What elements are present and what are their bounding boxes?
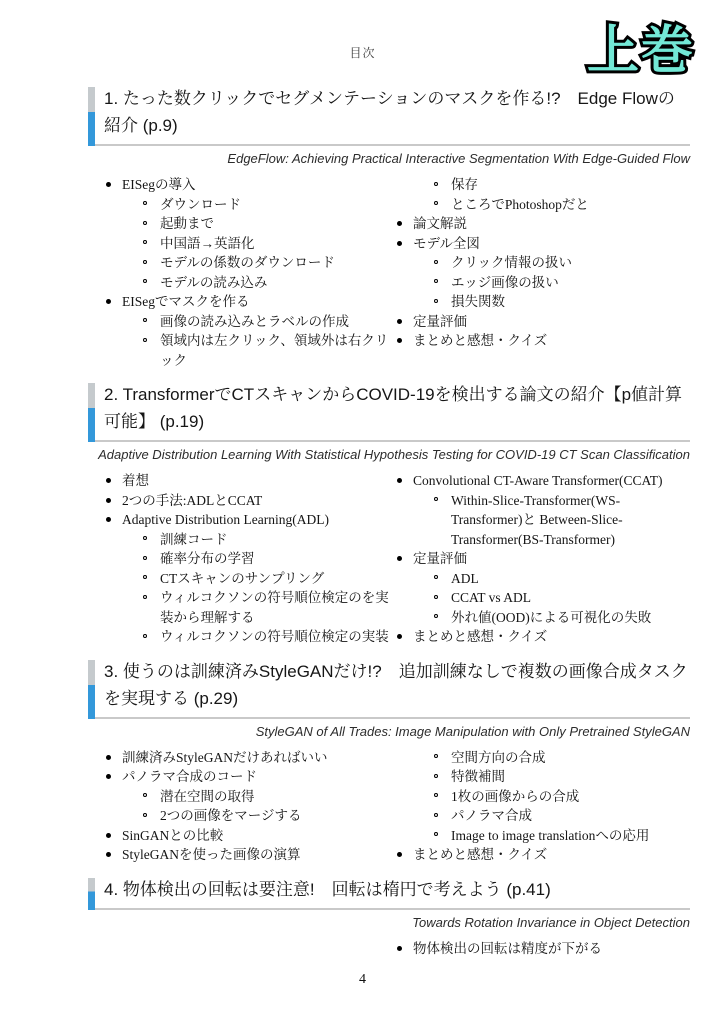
toc-section-4	[88, 875, 690, 959]
circle-bullet-icon	[143, 338, 147, 342]
toc-item-text: 論文解説	[413, 216, 467, 231]
toc-item-text: Adaptive Distribution Learning(ADL)	[122, 512, 329, 527]
toc-column-left	[104, 175, 391, 370]
paper-title: Towards Rotation Invariance in Object Detection	[412, 914, 690, 930]
toc-content	[88, 84, 690, 968]
circle-bullet-icon	[143, 793, 147, 797]
toc-item-text: パノラマ合成	[451, 808, 532, 823]
toc-list-item	[433, 195, 682, 215]
toc-item-text: 定量評価	[413, 551, 467, 566]
toc-item-text: 2つの手法:ADLとCCAT	[122, 492, 263, 508]
toc-list-item	[395, 939, 682, 959]
toc-item-text: パノラマ合成のコード	[122, 769, 257, 784]
toc-item-text: 外れ値(OOD)による可視化の失敗	[451, 609, 652, 625]
toc-item-text: モデルの読み込み	[160, 274, 268, 290]
bullet-icon	[397, 946, 402, 951]
toc-list-item	[104, 175, 391, 195]
circle-bullet-icon	[434, 774, 438, 778]
toc-column-right	[395, 748, 682, 865]
toc-section-1	[88, 84, 690, 370]
section-heading	[88, 84, 690, 146]
circle-bullet-icon	[434, 279, 438, 283]
toc-item-text: 中国語→英語化	[160, 235, 255, 251]
circle-bullet-icon	[143, 201, 147, 205]
heading-accent-bar-icon	[88, 878, 95, 910]
toc-item-text: EISegの導入	[122, 177, 196, 192]
toc-list-item	[142, 549, 391, 569]
bullet-icon	[397, 478, 402, 483]
circle-bullet-icon	[143, 536, 147, 540]
toc-columns	[88, 175, 690, 370]
toc-column-left	[104, 471, 391, 647]
toc-column-right	[395, 175, 682, 370]
toc-item-text: 定量評価	[413, 313, 467, 329]
toc-list-item	[142, 234, 391, 254]
section-heading	[88, 657, 690, 719]
bullet-icon	[397, 221, 402, 226]
toc-item-text: ダウンロード	[160, 196, 241, 212]
toc-list-item	[433, 826, 682, 846]
toc-list-item	[104, 845, 391, 865]
circle-bullet-icon	[434, 575, 438, 579]
toc-item-text: Image to image translationへの応用	[451, 827, 650, 843]
toc-column-left	[104, 939, 391, 959]
bullet-icon	[106, 833, 111, 838]
circle-bullet-icon	[143, 813, 147, 817]
bullet-icon	[106, 182, 111, 187]
circle-bullet-icon	[434, 497, 438, 501]
section-title: 2. TransformerでCTスキャンからCOVID-19を検出する論文の紹介【p値計算可能】 (p.19)	[104, 385, 683, 431]
toc-item-text: 画像の読み込みとラベルの作成	[160, 313, 349, 329]
volume-stamp	[561, 6, 721, 90]
toc-item-text: モデル全図	[413, 235, 480, 251]
bullet-icon	[397, 556, 402, 561]
toc-item-text: Within-Slice-Transformer(WS-Transformer)と Between-Slice-Transformer(BS-Transformer)	[451, 492, 623, 547]
toc-list-item	[395, 845, 682, 865]
page-header-title: 目次	[349, 46, 376, 60]
toc-list-item	[104, 491, 391, 511]
toc-list-item	[433, 273, 682, 293]
toc-column-left	[104, 748, 391, 865]
toc-column-right	[395, 471, 682, 647]
page-number: 4	[359, 972, 366, 987]
toc-list-item	[395, 214, 682, 234]
toc-list-item	[395, 234, 682, 254]
toc-list-item	[433, 787, 682, 807]
toc-item-text: まとめと感想・クイズ	[413, 629, 548, 644]
bullet-icon	[397, 634, 402, 639]
toc-item-text: 領域内は左クリック、領域外は右クリック	[160, 333, 389, 368]
circle-bullet-icon	[434, 832, 438, 836]
toc-item-text: エッジ画像の扱い	[451, 274, 559, 290]
heading-accent-bar-icon	[88, 87, 95, 146]
toc-item-text: 2つの画像をマージする	[160, 808, 302, 823]
toc-list-item	[433, 806, 682, 826]
circle-bullet-icon	[434, 754, 438, 758]
bullet-icon	[397, 319, 402, 324]
bullet-icon	[397, 852, 402, 857]
bullet-icon	[106, 498, 111, 503]
heading-accent-bar-icon	[88, 383, 95, 442]
toc-item-text: 物体検出の回転は精度が下がる	[413, 940, 602, 956]
toc-list-item	[142, 787, 391, 807]
toc-columns	[88, 748, 690, 865]
toc-list-item	[142, 273, 391, 293]
bullet-icon	[106, 299, 111, 304]
bullet-icon	[397, 338, 402, 343]
toc-list-item	[104, 510, 391, 530]
circle-bullet-icon	[143, 260, 147, 264]
section-heading	[88, 875, 690, 910]
section-heading	[88, 380, 690, 442]
toc-list-item	[104, 292, 391, 312]
toc-item-text: ウィルコクソンの符号順位検定の実装	[160, 629, 389, 644]
section-title: 4. 物体検出の回転は要注意! 回転は楕円で考えよう (p.41)	[104, 879, 551, 899]
bullet-icon	[106, 755, 111, 760]
toc-list-item	[395, 549, 682, 569]
circle-bullet-icon	[434, 182, 438, 186]
circle-bullet-icon	[434, 299, 438, 303]
toc-list-item	[433, 292, 682, 312]
toc-list-item	[395, 331, 682, 351]
bullet-icon	[106, 517, 111, 522]
section-title: 1. たった数クリックでセグメンテーションのマスクを作る!? Edge Flowの紹介 (p.9)	[104, 89, 675, 135]
bullet-icon	[397, 241, 402, 246]
volume-stamp-text: 上巻	[586, 21, 696, 81]
toc-item-text: ADL	[451, 570, 479, 586]
toc-item-text: 特徴補間	[451, 769, 505, 784]
toc-list-item	[104, 471, 391, 491]
toc-item-text: StyleGANを使った画像の演算	[122, 847, 301, 862]
toc-item-text: EISegでマスクを作る	[122, 294, 250, 309]
toc-item-text: CCAT vs ADL	[451, 590, 532, 605]
toc-item-text: 保存	[451, 177, 478, 192]
circle-bullet-icon	[143, 279, 147, 283]
toc-list-item	[142, 331, 391, 370]
toc-list-item	[433, 569, 682, 589]
toc-list-item	[395, 312, 682, 332]
toc-list-item	[142, 588, 391, 627]
bullet-icon	[106, 774, 111, 779]
circle-bullet-icon	[434, 614, 438, 618]
toc-item-text: ところでPhotoshopだと	[451, 196, 589, 212]
circle-bullet-icon	[143, 634, 147, 638]
heading-accent-bar-icon	[88, 660, 95, 719]
toc-item-text: 訓練コード	[160, 531, 228, 547]
paper-title: EdgeFlow: Achieving Practical Interactive Segmentation With Edge-Guided Flow	[227, 151, 690, 166]
circle-bullet-icon	[434, 793, 438, 797]
toc-item-text: 訓練済みStyleGANだけあればいい	[122, 749, 328, 765]
toc-list-item	[142, 569, 391, 589]
toc-item-text: 起動まで	[160, 216, 214, 231]
toc-list-item	[142, 253, 391, 273]
toc-item-text: 1枚の画像からの合成	[451, 788, 580, 804]
toc-list-item	[433, 588, 682, 608]
toc-list-item	[395, 627, 682, 647]
toc-list-item	[142, 312, 391, 332]
toc-item-text: 着想	[122, 473, 149, 488]
toc-columns	[88, 471, 690, 647]
toc-list-item	[433, 767, 682, 787]
toc-item-text: まとめと感想・クイズ	[413, 333, 548, 348]
toc-item-text: SinGANとの比較	[122, 827, 224, 843]
toc-columns	[88, 939, 690, 959]
toc-list-item	[433, 491, 682, 550]
section-title: 3. 使うのは訓練済みStyleGANだけ!? 追加訓練なしで複数の画像合成タスクを実現する (p.29)	[104, 661, 688, 708]
toc-item-text: CTスキャンのサンプリング	[160, 570, 325, 586]
bullet-icon	[106, 852, 111, 857]
toc-item-text: 損失関数	[451, 294, 505, 309]
toc-item-text: 空間方向の合成	[451, 749, 546, 765]
toc-list-item	[433, 748, 682, 768]
toc-list-item	[104, 826, 391, 846]
circle-bullet-icon	[143, 575, 147, 579]
circle-bullet-icon	[434, 595, 438, 599]
toc-list-item	[433, 175, 682, 195]
circle-bullet-icon	[143, 595, 147, 599]
toc-item-text: ウィルコクソンの符号順位検定のを実装から理解する	[160, 590, 389, 625]
circle-bullet-icon	[143, 556, 147, 560]
toc-item-text: まとめと感想・クイズ	[413, 847, 548, 862]
toc-item-text: 確率分布の学習	[160, 551, 255, 566]
circle-bullet-icon	[434, 260, 438, 264]
toc-list-item	[433, 608, 682, 628]
circle-bullet-icon	[143, 221, 147, 225]
toc-list-item	[395, 471, 682, 491]
toc-list-item	[142, 806, 391, 826]
toc-list-item	[104, 767, 391, 787]
toc-item-text: Convolutional CT-Aware Transformer(CCAT)	[413, 473, 663, 488]
toc-list-item	[142, 627, 391, 647]
toc-section-3	[88, 657, 690, 865]
toc-item-text: モデルの係数のダウンロード	[160, 255, 335, 270]
paper-title: StyleGAN of All Trades: Image Manipulation with Only Pretrained StyleGAN	[255, 723, 690, 739]
bullet-icon	[106, 478, 111, 483]
toc-section-2	[88, 380, 690, 647]
circle-bullet-icon	[434, 201, 438, 205]
toc-list-item	[142, 214, 391, 234]
circle-bullet-icon	[143, 240, 147, 244]
toc-list-item	[104, 748, 391, 768]
toc-item-text: 潜在空間の取得	[160, 788, 255, 804]
toc-column-right	[395, 939, 682, 959]
toc-list-item	[433, 253, 682, 273]
circle-bullet-icon	[434, 813, 438, 817]
circle-bullet-icon	[143, 318, 147, 322]
paper-title: Adaptive Distribution Learning With Statistical Hypothesis Testing for COVID-19 CT Scan Classification	[98, 447, 690, 462]
toc-list-item	[142, 195, 391, 215]
toc-item-text: クリック情報の扱い	[451, 255, 572, 270]
toc-list-item	[142, 530, 391, 550]
